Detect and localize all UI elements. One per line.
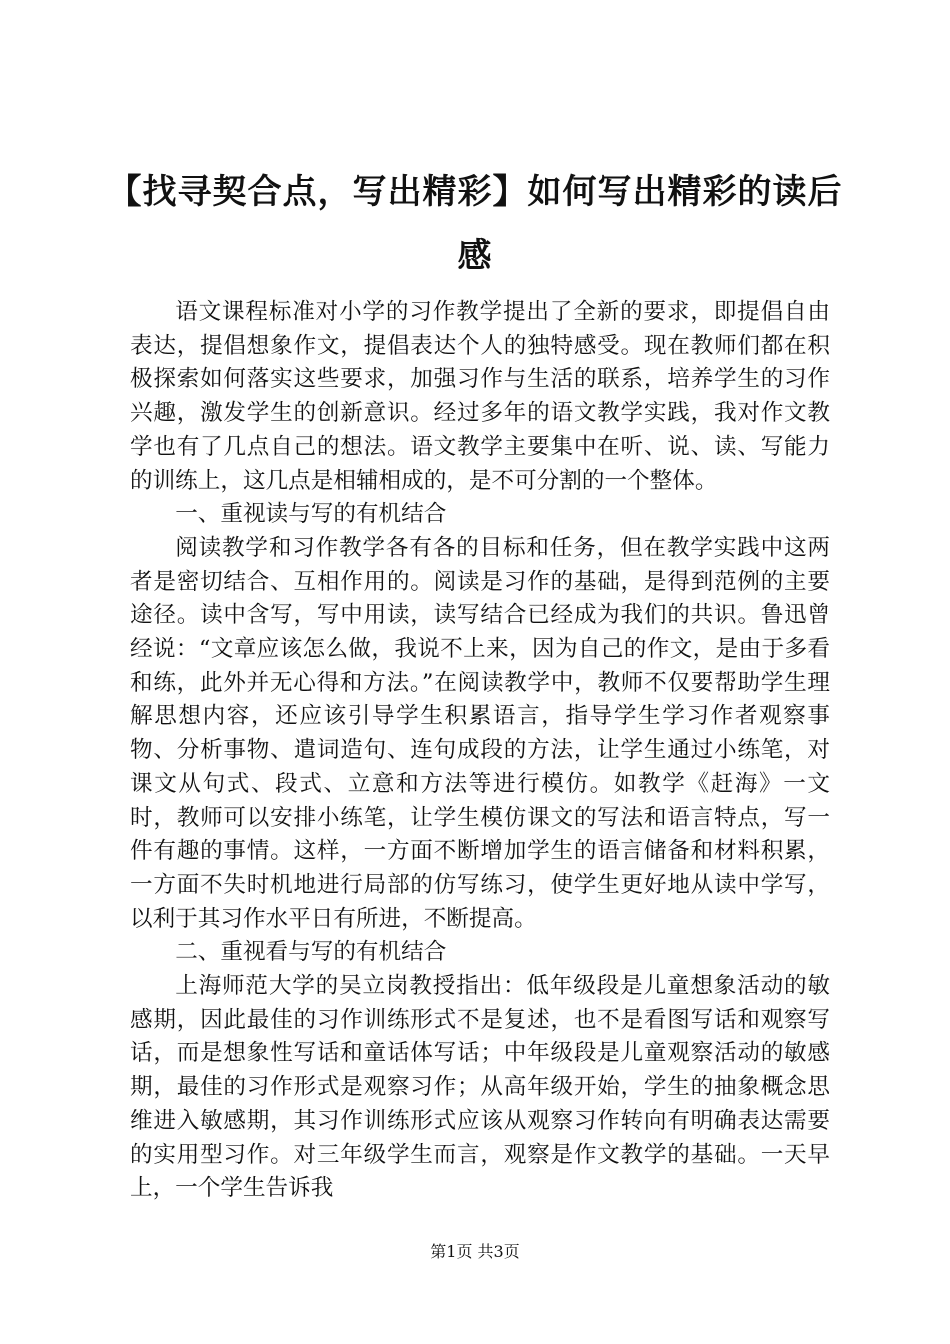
document-title: 【找寻契合点，写出精彩】如何写出精彩的读后感 [107,172,843,276]
paragraph-observing-writing: 上海师范大学的吴立岗教授指出：低年级段是儿童想象活动的敏感期，因此最佳的习作训练形式不是复述，也不是看图写话和观察写话，而是想象性写话和童话体写话；中年级段是儿童观察活动的敏感期，最佳的习作形式是观察习作；从高年级开始，学生的抽象概念思维进入敏感期，其习作训练形式应该从观察习作转向有明确表达需要的实用型习作。对三年级学生而言，观察是作文教学的基础。一天早上，一个学生告诉我 [130,973,830,1202]
paragraph-reading-writing: 阅读教学和习作教学各有各的目标和任务，但在教学实践中这两者是密切结合、互相作用的。阅读是习作的基础，是得到范例的主要途径。读中含写，写中用读，读写结合已经成为我们的共识。鲁迅曾经说：“文章应该怎么做，我说不上来，因为自己的作文，是由于多看和练，此外并无心得和方法。”在阅读教学中，教师不仅要帮助学生理解思想内容，还应该引导学生积累语言，指导学生学习作者观察事物、分析事物、遣词造句、连句成段的方法，让学生通过小练笔，对课文从句式、段式、立意和方法等进行模仿。如教学《赶海》一文时，教师可以安排小练笔，让学生模仿课文的写法和语言特点，写一件有趣的事情。这样，一方面不断增加学生的语言储备和材料积累，一方面不失时机地进行局部的仿写练习，使学生更好地从读中学写，以利于其习作水平日有所进，不断提高。 [130,534,830,932]
document-body [130,296,830,1206]
page-footer: 第1页 共3页 [430,1242,520,1261]
section-heading-reading-writing: 一、重视读与写的有机结合 [175,501,447,528]
section-heading-observing-writing: 二、重视看与写的有机结合 [175,939,447,966]
paragraph-intro: 语文课程标准对小学的习作教学提出了全新的要求，即提倡自由表达，提倡想象作文，提倡表达个人的独特感受。现在教师们都在积极探索如何落实这些要求，加强习作与生活的联系，培养学生的习作兴趣，激发学生的创新意识。经过多年的语文教学实践，我对作文教学也有了几点自己的想法。语文教学主要集中在听、说、读、写能力的训练上，这几点是相辅相成的，是不可分割的一个整体。 [130,299,830,494]
